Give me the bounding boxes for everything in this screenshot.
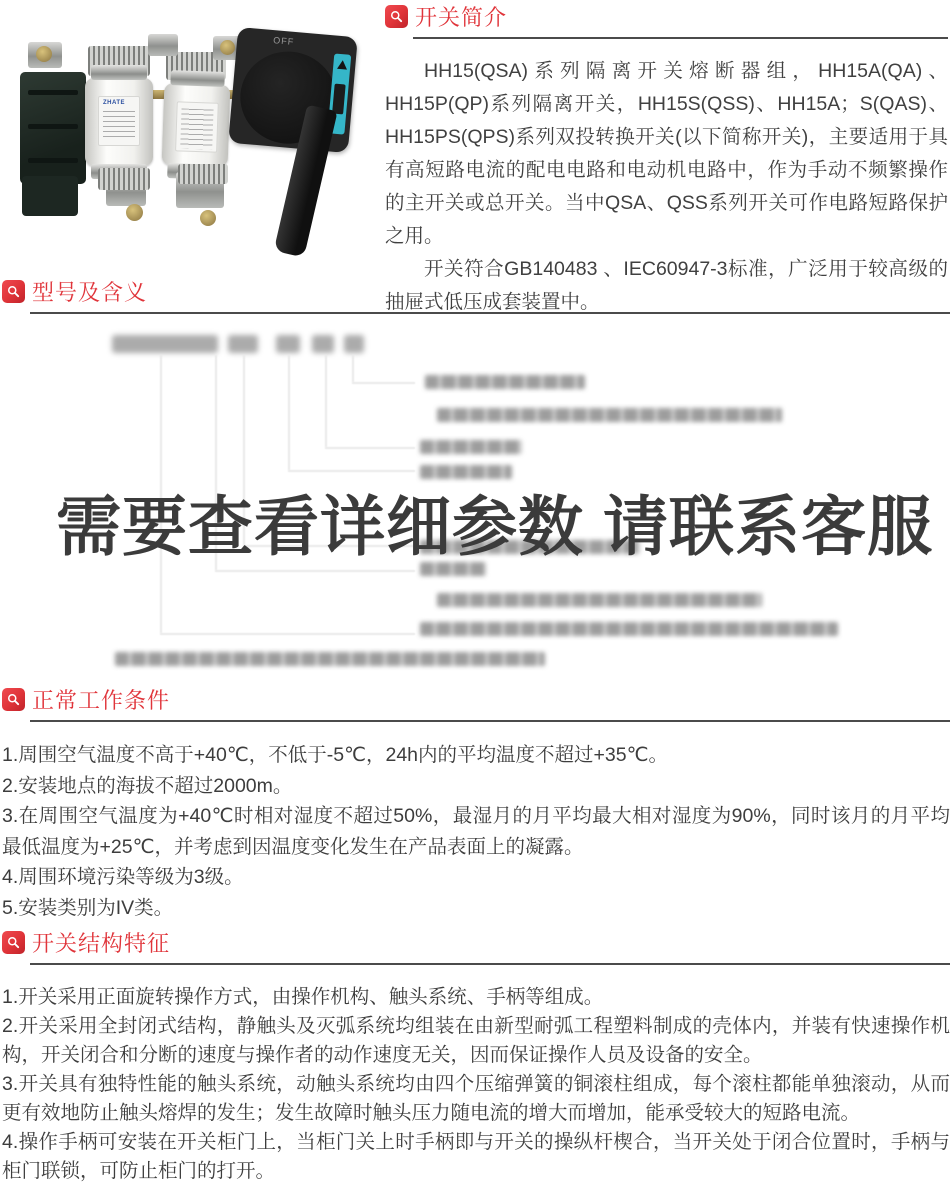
heading-underline bbox=[30, 963, 950, 965]
blurred-code-box bbox=[344, 335, 364, 353]
blurred-label bbox=[437, 408, 782, 422]
blurred-label bbox=[437, 593, 762, 607]
list-item: 4.周围环境污染等级为3级。 bbox=[2, 866, 244, 888]
section-heading-intro bbox=[385, 3, 948, 29]
conditions-section bbox=[2, 686, 950, 923]
blurred-note bbox=[115, 652, 545, 666]
terminal-bolt bbox=[148, 34, 178, 56]
connector-line bbox=[352, 382, 415, 384]
switch-body bbox=[20, 72, 86, 184]
list-item: 2.安装地点的海拔不超过2000m。 bbox=[2, 774, 293, 797]
section-title: 开关简介 bbox=[415, 4, 508, 30]
intro-paragraph: HH15(QSA)系列隔离开关熔断器组，HH15A(QA)、HH15P(QP)系列隔离开关，HH15S(QSS)、HH15A；S(QAS)、HH15PS(QPS)系列双投转换开关(以下简称开关)，主要适用于具有高短路电流的配电电路和电动机电路中，作为手动不频繁操作的主开关或总开关。当中QSA、QSS系列开关可作电路短路保护之用。 bbox=[385, 60, 948, 247]
list-item: 3.开关具有独特性能的触头系统，动触头系统均由四个压缩弹簧的铜滚柱组成，每个滚柱都能单独滚动，从而更有效地防止触头熔焊的发生；发生故障时触头压力随电流的增大而增加，能承受较大的短路电流。 bbox=[2, 1073, 950, 1124]
heading-underline bbox=[413, 37, 948, 39]
magnifier-icon bbox=[2, 280, 25, 303]
connector-line bbox=[288, 355, 290, 470]
fuse-brand-text: ZHATE bbox=[103, 100, 126, 106]
section-heading-model bbox=[2, 278, 950, 304]
fuse-label bbox=[98, 96, 140, 146]
blurred-label bbox=[420, 622, 838, 636]
spring-contact bbox=[98, 168, 150, 190]
magnifier-icon bbox=[385, 5, 408, 28]
features-section bbox=[2, 929, 950, 1186]
connector-line bbox=[325, 355, 327, 447]
switch-base bbox=[22, 176, 78, 216]
blurred-code-box bbox=[276, 335, 300, 353]
connector-line bbox=[215, 570, 415, 572]
intro-section bbox=[385, 3, 948, 319]
fuse-cartridge-right bbox=[162, 83, 231, 167]
magnifier-icon bbox=[2, 688, 25, 711]
intro-paragraph: 开关符合GB140483 、IEC60947-3标准，广泛用于较高级的抽屉式低压成套装置中。 bbox=[385, 258, 948, 313]
arrow-up-icon bbox=[337, 60, 348, 70]
connector-line bbox=[352, 355, 354, 382]
contact-service-overlay: 需要查看详细参数 请联系客服 bbox=[56, 490, 934, 563]
section-heading-conditions bbox=[2, 686, 950, 712]
magnifier-icon bbox=[2, 931, 25, 954]
fuse-label bbox=[175, 101, 219, 152]
blurred-code-box bbox=[312, 335, 334, 353]
product-photo bbox=[8, 26, 388, 268]
brass-bolt bbox=[126, 204, 143, 221]
fuse-cartridge-left bbox=[85, 78, 153, 166]
model-code-diagram-blurred bbox=[0, 328, 952, 686]
features-list bbox=[2, 983, 950, 1186]
list-item: 4.操作手柄可安装在开关柜门上，当柜门关上时手柄即与开关的操纵杆楔合，当开关处于闭合位置时，手柄与柜门联锁，可防止柜门的打开。 bbox=[2, 1131, 950, 1182]
brass-bolt bbox=[200, 210, 216, 226]
section-title: 正常工作条件 bbox=[32, 687, 171, 713]
list-item: 2.开关采用全封闭式结构，静触头及灭弧系统均组装在由新型耐弧工程塑料制成的壳体内，并装有快速操作机构，开关闭合和分断的速度与操作者的动作速度无关，因而保证操作人员及设备的安全。 bbox=[2, 1015, 950, 1066]
off-position-label: OFF bbox=[272, 35, 295, 47]
slider-notch bbox=[332, 84, 346, 115]
heading-underline bbox=[30, 720, 950, 722]
connector-line bbox=[160, 633, 415, 635]
list-item: 1.周围空气温度不高于+40℃，不低于-5℃，24h内的平均温度不超过+35℃。 bbox=[2, 744, 668, 766]
brass-bolt bbox=[220, 40, 235, 55]
section-heading-features bbox=[2, 929, 950, 955]
connector-line bbox=[325, 447, 415, 449]
model-section bbox=[2, 278, 950, 314]
blurred-label bbox=[420, 440, 522, 454]
handle-housing bbox=[228, 27, 358, 153]
list-item: 5.安装类别为IV类。 bbox=[2, 896, 174, 919]
heading-underline bbox=[30, 312, 950, 314]
conditions-list bbox=[2, 740, 950, 923]
blurred-label bbox=[425, 375, 585, 389]
blurred-code-box bbox=[228, 335, 258, 353]
list-item: 1.开关采用正面旋转操作方式，由操作机构、触头系统、手柄等组成。 bbox=[2, 986, 604, 1008]
spring-contact bbox=[178, 164, 228, 184]
brass-bolt bbox=[36, 46, 52, 62]
blurred-model-code bbox=[112, 335, 218, 353]
list-item: 3.在周围空气温度为+40℃时相对湿度不超过50%，最湿月的月平均最大相对湿度为90%，同时该月的月平均最低温度为+25℃，并考虑到因温度变化发生在产品表面上的凝露。 bbox=[2, 805, 950, 858]
connector-line bbox=[288, 470, 415, 472]
section-title: 开关结构特征 bbox=[32, 930, 171, 956]
section-title: 型号及含义 bbox=[32, 279, 148, 305]
